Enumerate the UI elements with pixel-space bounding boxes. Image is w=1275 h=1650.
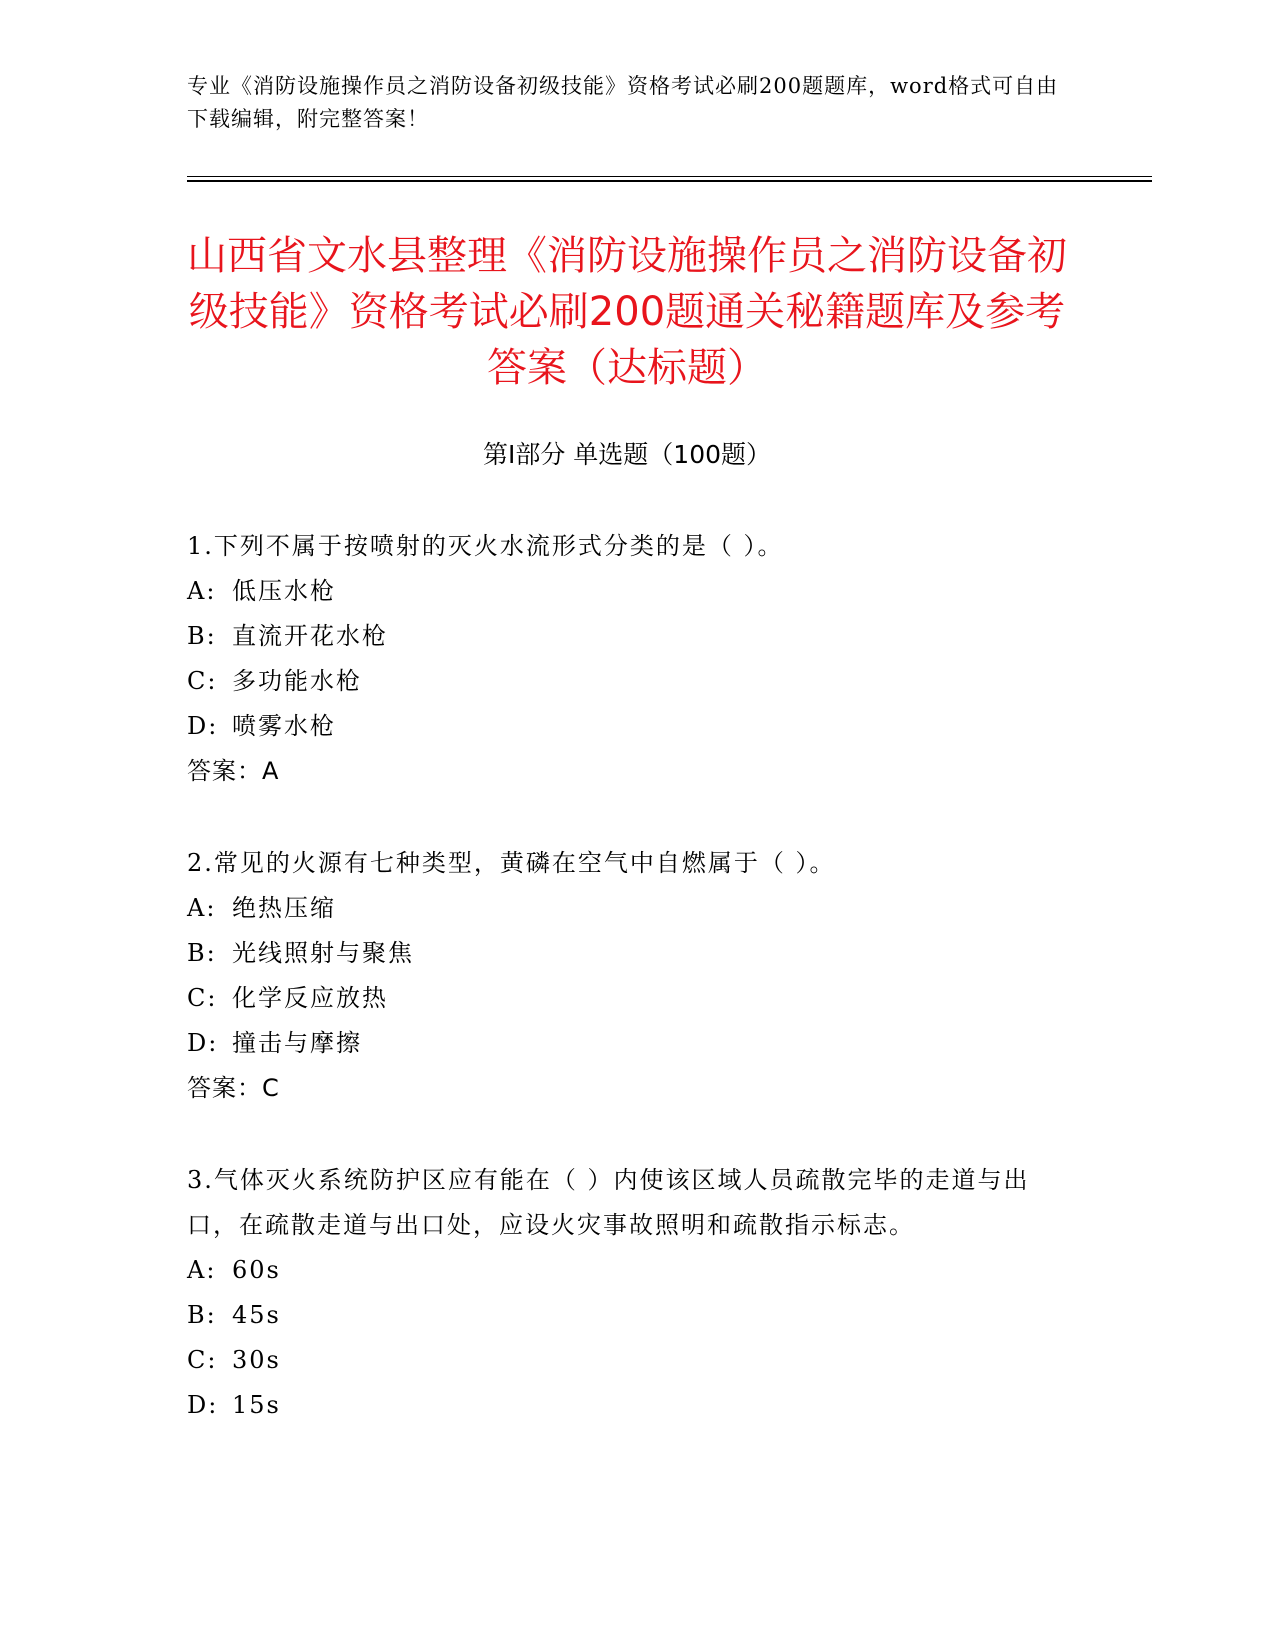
option-text: 化学反应放热 [232,984,388,1012]
option-c [187,1338,1067,1383]
option-text: 15s [232,1391,281,1419]
option-text: 45s [232,1301,281,1329]
option-label: D: [187,712,219,740]
option-c [187,659,1067,704]
answer-line: 答案：A [187,757,280,785]
question-stem: 1.下列不属于按喷射的灭火水流形式分类的是（ ）。 [187,532,784,560]
option-label: D: [187,1391,219,1419]
question-item [187,841,1067,1111]
option-text: 光线照射与聚焦 [232,939,414,967]
option-label: B: [187,1301,217,1329]
option-d [187,704,1067,749]
question-item [187,524,1067,794]
option-label: A: [187,1256,217,1284]
option-label: C: [187,984,218,1012]
question-stem: 3.气体灭火系统防护区应有能在（ ）内使该区域人员疏散完毕的走道与出口，在疏散走道与出口处，应设火灾事故照明和疏散指示标志。 [187,1166,1030,1239]
header-text: 专业《消防设施操作员之消防设备初级技能》资格考试必刷200题题库，word格式可自由下载编辑，附完整答案！ [187,74,1059,131]
document-title: 山西省文水县整理《消防设施操作员之消防设备初级技能》资格考试必刷200题通关秘籍题库及参考答案（达标题） [187,233,1067,391]
option-label: A: [187,894,217,922]
option-label: C: [187,667,218,695]
option-a [187,1248,1067,1293]
section-heading: 第Ⅰ部分 单选题（100题） [482,440,772,469]
option-label: B: [187,939,217,967]
option-d [187,1021,1067,1066]
answer-line: 答案：C [187,1074,280,1102]
option-text: 多功能水枪 [232,667,362,695]
option-label: A: [187,577,217,605]
option-text: 低压水枪 [232,577,336,605]
option-text: 直流开花水枪 [232,622,388,650]
option-label: B: [187,622,217,650]
question-list [187,524,1067,1475]
option-b [187,614,1067,659]
question-item [187,1158,1067,1428]
option-text: 绝热压缩 [232,894,336,922]
option-text: 撞击与摩擦 [232,1029,362,1057]
document-header [187,70,1067,136]
option-a [187,886,1067,931]
option-text: 喷雾水枪 [232,712,336,740]
option-b [187,931,1067,976]
option-a [187,569,1067,614]
option-text: 60s [232,1256,281,1284]
option-text: 30s [232,1346,281,1374]
option-label: C: [187,1346,218,1374]
option-label: D: [187,1029,219,1057]
question-stem: 2.常见的火源有七种类型，黄磷在空气中自燃属于（ ）。 [187,849,836,877]
option-b [187,1293,1067,1338]
header-divider-thick [187,180,1152,182]
option-d [187,1383,1067,1428]
option-c [187,976,1067,1021]
header-divider-thin [187,176,1152,177]
